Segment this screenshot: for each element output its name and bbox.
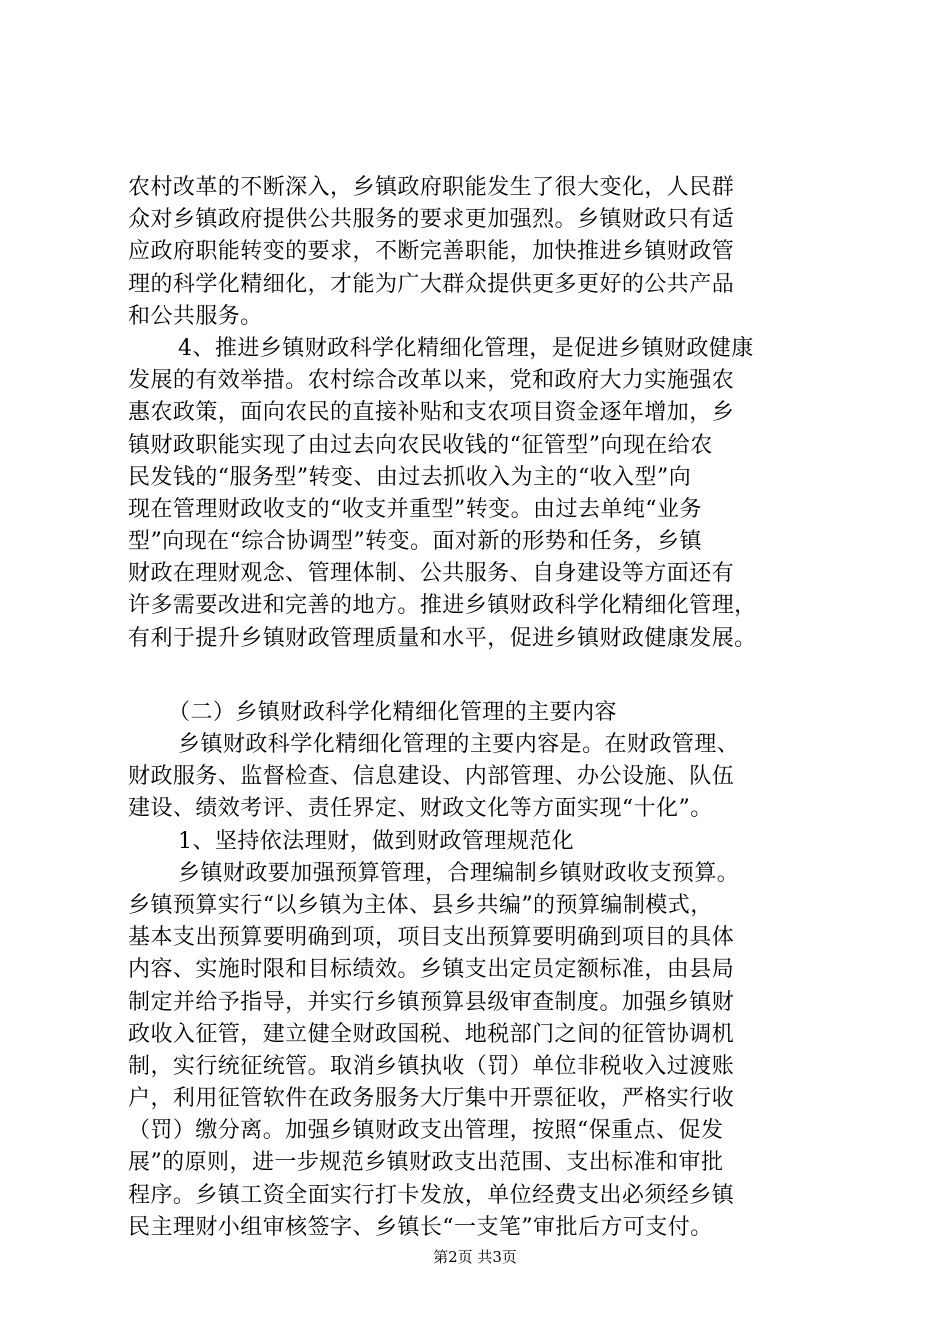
- text-line: 乡镇预算实行“以乡镇为主体、县乡共编”的预算编制模式，: [128, 892, 713, 918]
- text-line: 财政服务、监督检查、信息建设、内部管理、办公设施、队伍: [128, 764, 735, 790]
- text-line: 内容、实施时限和目标绩效。乡镇支出定员定额标准，由县局: [128, 957, 735, 983]
- text-line: 惠农政策，面向农民的直接补贴和支农项目资金逐年增加，乡: [128, 400, 735, 426]
- text-line: 制定并给予指导，并实行乡镇预算县级审查制度。加强乡镇财: [128, 989, 735, 1015]
- text-line: 应政府职能转变的要求，不断完善职能，加快推进乡镇财政管: [128, 239, 735, 265]
- page-footer: [0, 1246, 950, 1267]
- text-line: 建设、绩效考评、责任界定、财政文化等方面实现“十化”。: [128, 796, 713, 822]
- page-number: 第2页 共3页: [433, 1248, 517, 1266]
- text-line: 制，实行统征统管。取消乡镇执收（罚）单位非税收入过渡账: [128, 1053, 735, 1079]
- paragraph-2: [128, 333, 832, 655]
- document-body: [128, 172, 832, 1244]
- text-line: 政收入征管，建立健全财政国税、地税部门之间的征管协调机: [128, 1021, 735, 1047]
- text-line: 型”向现在“综合协调型”转变。面对新的形势和任务，乡镇: [128, 529, 702, 555]
- paragraph-1: [128, 172, 832, 333]
- text-line: 有利于提升乡镇财政管理质量和水平，促进乡镇财政健康发展。: [128, 625, 757, 651]
- text-line: 许多需要改进和完善的地方。推进乡镇财政科学化精细化管理，: [128, 593, 757, 619]
- text-line: 镇财政职能实现了由过去向农民收钱的“征管型”向现在给农: [128, 432, 713, 458]
- subheading: 1、坚持依法理财，做到财政管理规范化: [178, 828, 575, 854]
- paragraph-4: [128, 858, 832, 1244]
- text-line: 展”的原则，进一步规范乡镇财政支出范围、支出标准和审批: [128, 1150, 724, 1176]
- text-line: 乡镇财政要加强预算管理，合理编制乡镇财政收支预算。: [178, 860, 740, 886]
- text-line: 众对乡镇政府提供公共服务的要求更加强烈。乡镇财政只有适: [128, 207, 735, 233]
- text-line: 4、推进乡镇财政科学化精细化管理，是促进乡镇财政健康: [178, 335, 754, 361]
- text-line: 程序。乡镇工资全面实行打卡发放，单位经费支出必须经乡镇: [128, 1182, 735, 1208]
- section-heading: （二）乡镇财政科学化精细化管理的主要内容: [168, 699, 618, 725]
- text-line: （罚）缴分离。加强乡镇财政支出管理，按照“保重点、促发: [128, 1118, 724, 1144]
- text-line: 农村改革的不断深入，乡镇政府职能发生了很大变化，人民群: [128, 175, 735, 200]
- text-line: 财政在理财观念、管理体制、公共服务、自身建设等方面还有: [128, 561, 735, 587]
- text-line: 和公共服务。: [128, 303, 263, 329]
- paragraph-3: [128, 729, 832, 826]
- text-line: 基本支出预算要明确到项，项目支出预算要明确到项目的具体: [128, 925, 735, 951]
- text-line: 乡镇财政科学化精细化管理的主要内容是。在财政管理、: [178, 732, 740, 757]
- text-line: 民主理财小组审核签字、乡镇长“一支笔”审批后方可支付。: [128, 1214, 713, 1240]
- text-line: 发展的有效举措。农村综合改革以来，党和政府大力实施强农: [128, 368, 735, 394]
- text-line: 现在管理财政收支的“收支并重型”转变。由过去单纯“业务: [128, 496, 702, 522]
- text-line: 理的科学化精细化，才能为广大群众提供更多更好的公共产品: [128, 271, 735, 297]
- paragraph-gap: [128, 655, 832, 697]
- text-line: 户，利用征管软件在政务服务大厅集中开票征收，严格实行收: [128, 1086, 735, 1112]
- text-line: 民发钱的“服务型”转变、由过去抓收入为主的“收入型”向: [128, 464, 692, 490]
